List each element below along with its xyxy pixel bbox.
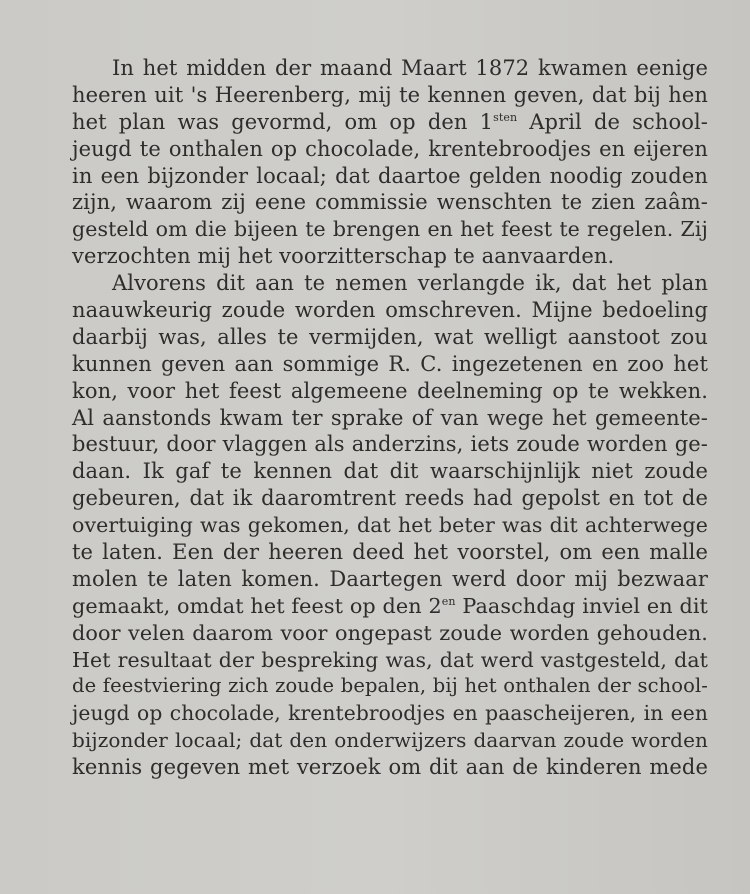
- superscript: en: [441, 594, 456, 608]
- text-line: zijn, waarom zij eene commissie wenschten te zien zaâm-: [72, 190, 708, 215]
- text-line: Al aanstonds kwam ter sprake of van wege het gemeente-: [72, 405, 708, 430]
- text-line: door velen daarom voor ongepast zoude worden gehouden.: [72, 620, 708, 645]
- text-line: [72, 593, 708, 620]
- paragraph-1: [72, 55, 708, 270]
- text-line: [72, 109, 708, 136]
- text-line: molen te laten komen. Daartegen werd door mij bezwaar: [72, 566, 708, 591]
- superscript: sten: [493, 110, 518, 124]
- text-line: jeugd te onthalen op chocolade, krentebroodjes en eijeren: [72, 136, 708, 161]
- text-line: in een bijzonder locaal; dat daartoe gelden noodig zouden: [72, 163, 708, 188]
- book-page-text: [72, 55, 708, 781]
- text-line: overtuiging was gekomen, dat het beter was dit achterwege: [72, 513, 708, 538]
- text-line: bestuur, door vlaggen als anderzins, iets zoude worden ge-: [72, 432, 708, 457]
- text-line: naauwkeurig zoude worden omschreven. Mijne bedoeling: [72, 298, 708, 323]
- text-line: jeugd op chocolade, krentebroodjes en paascheijeren, in een: [72, 701, 708, 726]
- text-line: In het midden der maand Maart 1872 kwamen eenige: [112, 56, 708, 80]
- text-line: daan. Ik gaf te kennen dat dit waarschijnlijk niet zoude: [72, 459, 708, 484]
- text-segment: Paaschdag inviel en dit: [455, 593, 708, 618]
- text-line: verzochten mij het voorzitterschap te aanvaarden.: [72, 244, 615, 269]
- text-line: heeren uit 's Heerenberg, mij te kennen geven, dat bij hen: [72, 82, 708, 107]
- text-line: gesteld om die bijeen te brengen en het feest te regelen. Zij: [72, 217, 708, 242]
- text-line: te laten. Een der heeren deed het voorstel, om een malle: [72, 540, 708, 565]
- text-line: kon, voor het feest algemeene deelneming op te wekken.: [72, 378, 708, 403]
- paragraph-2: [72, 270, 708, 781]
- text-line: bijzonder locaal; dat den onderwijzers daarvan zoude worden: [72, 728, 708, 753]
- text-segment: gemaakt, omdat het feest op den 2: [72, 593, 442, 618]
- text-line: de feestviering zich zoude bepalen, bij het onthalen der school-: [72, 674, 708, 698]
- text-line: gebeuren, dat ik daaromtrent reeds had gepolst en tot de: [72, 486, 708, 511]
- text-segment: April de school-: [517, 109, 708, 134]
- text-line: kennis gegeven met verzoek om dit aan de kinderen mede: [72, 755, 708, 780]
- text-line: kunnen geven aan sommige R. C. ingezetenen en zoo het: [72, 351, 708, 376]
- text-line: Alvorens dit aan te nemen verlangde ik, dat het plan: [112, 271, 708, 296]
- text-line: Het resultaat der bespreking was, dat werd vastgesteld, dat: [72, 647, 708, 672]
- text-segment: het plan was gevormd, om op den 1: [72, 109, 494, 134]
- text-line: daarbij was, alles te vermijden, wat welligt aanstoot zou: [72, 324, 708, 349]
